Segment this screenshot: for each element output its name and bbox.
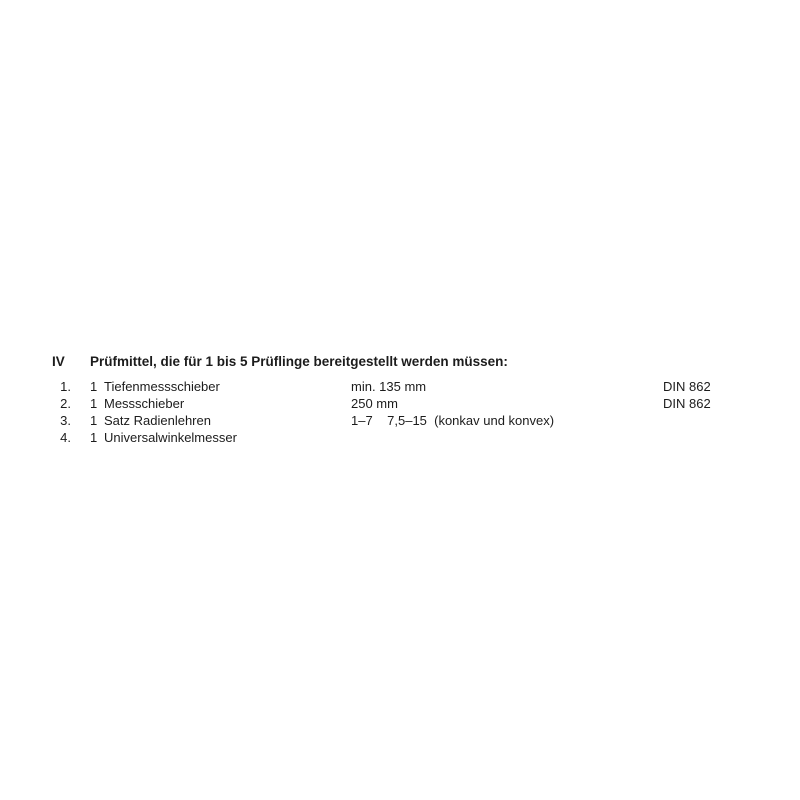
section-title: Prüfmittel, die für 1 bis 5 Prüflinge bereitgestellt werden müssen: <box>90 354 508 369</box>
item-quantity: 1 <box>90 430 98 445</box>
list-item <box>0 378 800 395</box>
item-norm: DIN 862 <box>663 396 711 411</box>
item-spec: 250 mm <box>351 396 398 411</box>
list-item <box>0 429 800 446</box>
item-number: 3. <box>60 413 71 428</box>
item-number: 2. <box>60 396 71 411</box>
item-quantity: 1 <box>90 413 98 428</box>
item-spec: min. 135 mm <box>351 379 427 394</box>
item-name: Messschieber <box>104 396 185 411</box>
item-norm: DIN 862 <box>663 379 711 394</box>
section-heading <box>0 353 800 371</box>
section-number: IV <box>52 354 65 369</box>
item-name: Universalwinkelmesser <box>104 430 237 445</box>
item-name: Tiefenmessschieber <box>104 379 220 394</box>
item-quantity: 1 <box>90 396 98 411</box>
list-item <box>0 412 800 429</box>
list-item <box>0 395 800 412</box>
item-name: Satz Radienlehren <box>104 413 211 428</box>
item-quantity: 1 <box>90 379 98 394</box>
item-number: 1. <box>60 379 71 394</box>
item-spec: 1–7 7,5–15 (konkav und konvex) <box>351 413 555 428</box>
item-number: 4. <box>60 430 71 445</box>
